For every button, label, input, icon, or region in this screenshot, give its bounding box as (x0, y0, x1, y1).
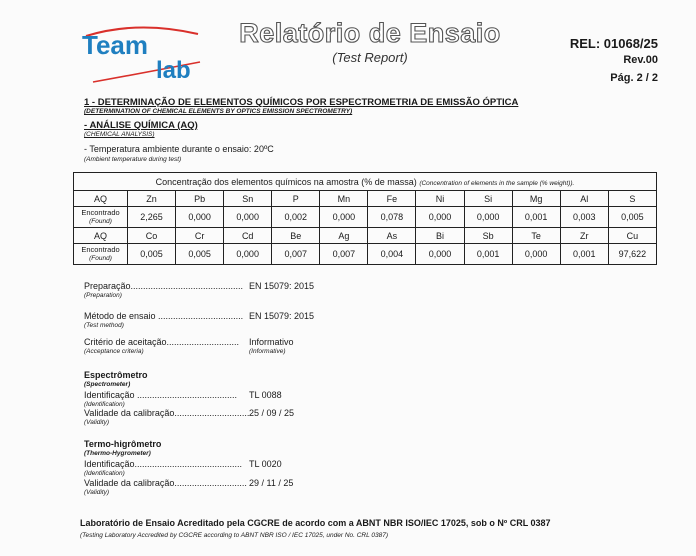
element-cell: Mn (320, 191, 368, 207)
elements-table (73, 172, 657, 265)
element-cell: S (608, 191, 656, 207)
hygrometer-title: Termo-higrômetro (Thermo-Hygrometer) (84, 439, 162, 457)
found-label: Encontrado (Found) (74, 207, 128, 228)
element-cell: Mg (512, 191, 560, 207)
element-cell: Fe (368, 191, 416, 207)
spectrometer-calibration-row: Validade da calibração.............................. 25 / 09 / 25 (Validity) (84, 408, 295, 426)
value-cell: 0,001 (512, 207, 560, 228)
ambient-temperature: - Temperatura ambiente durante o ensaio: 20ºC (84, 144, 274, 154)
table-row (74, 228, 657, 244)
element-cell: Ag (320, 228, 368, 244)
value-cell: 0,004 (368, 244, 416, 265)
element-cell: Be (272, 228, 320, 244)
table-row (74, 207, 657, 228)
value-cell: 0,000 (416, 244, 464, 265)
teamlab-logo (78, 24, 208, 84)
value-cell: 0,000 (464, 207, 512, 228)
element-cell: Al (560, 191, 608, 207)
hygrometer-id-row: Identificação........................................... TL 0020 (Identification) (84, 459, 282, 477)
element-cell: Pb (176, 191, 224, 207)
value-cell: 0,007 (320, 244, 368, 265)
logo-lab-text: lab (156, 57, 191, 84)
element-cell: Cd (224, 228, 272, 244)
logo-team-text: Team (82, 30, 148, 60)
accreditation-statement: Laboratório de Ensaio Acreditado pela CGCRE de acordo com a ABNT NBR ISO/IEC 17025, sob o Nº CRL 0387 (80, 518, 551, 528)
value-cell: 0,000 (320, 207, 368, 228)
value-cell: 2,265 (128, 207, 176, 228)
value-cell: 0,000 (224, 244, 272, 265)
table-row (74, 244, 657, 265)
report-number: REL: 01068/25 (569, 36, 658, 51)
table-caption: Concentração dos elementos químicos na amostra (% de massa) (Concentration of elements in the sample (% weight)). (74, 173, 657, 191)
element-cell: Zr (560, 228, 608, 244)
element-cell: As (368, 228, 416, 244)
value-cell: 0,005 (128, 244, 176, 265)
value-cell: 0,000 (512, 244, 560, 265)
preparation-row: Preparação............................................. EN 15079: 2015 (Preparation) (84, 281, 315, 299)
aq-label: AQ (74, 228, 128, 244)
spectrometer-id-row: Identificação ........................................ TL 0088 (Identification) (84, 390, 282, 408)
value-cell: 0,005 (608, 207, 656, 228)
element-cell: Zn (128, 191, 176, 207)
element-cell: Sb (464, 228, 512, 244)
value-cell: 0,003 (560, 207, 608, 228)
found-label: Encontrado (Found) (74, 244, 128, 265)
page-number: Pág. 2 / 2 (610, 72, 658, 84)
value-cell: 0,000 (224, 207, 272, 228)
value-cell: 0,001 (464, 244, 512, 265)
element-cell: Cr (176, 228, 224, 244)
element-cell: Ni (416, 191, 464, 207)
value-cell: 0,005 (176, 244, 224, 265)
spectrometer-title: Espectrômetro (Spectrometer) (84, 370, 148, 388)
analysis-title-en: (CHEMICAL ANALYSIS) (84, 131, 155, 138)
element-cell: Te (512, 228, 560, 244)
accreditation-statement-en: (Testing Laboratory Accredited by CGCRE according to ABNT NBR ISO / IEC 17025, under No. CRL 0387) (80, 532, 389, 539)
value-cell: 0,007 (272, 244, 320, 265)
element-cell: Cu (608, 228, 656, 244)
hygrometer-calibration-row: Validade da calibração............................. 29 / 11 / 25 (Validity) (84, 478, 294, 496)
value-cell: 0,000 (176, 207, 224, 228)
element-cell: P (272, 191, 320, 207)
aq-label: AQ (74, 191, 128, 207)
acceptance-row: Critério de aceitação............................. Informativo (Acceptance criteria) (Informative) (84, 337, 294, 355)
table-row (74, 191, 657, 207)
value-cell: 0,000 (416, 207, 464, 228)
ambient-temperature-en: (Ambient temperature during test) (84, 156, 182, 163)
element-cell: Si (464, 191, 512, 207)
value-cell: 97,622 (608, 244, 656, 265)
element-cell: Bi (416, 228, 464, 244)
value-cell: 0,001 (560, 244, 608, 265)
report-title: Relatório de Ensaio (239, 18, 501, 48)
section-title: 1 - DETERMINAÇÃO DE ELEMENTOS QUÍMICOS POR ESPECTROMETRIA DE EMISSÃO ÓPTICA (84, 97, 519, 108)
test-method-row: Método de ensaio .................................. EN 15079: 2015 (Test method) (84, 311, 315, 329)
element-cell: Sn (224, 191, 272, 207)
value-cell: 0,002 (272, 207, 320, 228)
analysis-title: - ANÁLISE QUÍMICA (AQ) (84, 120, 198, 131)
element-cell: Co (128, 228, 176, 244)
report-subtitle: (Test Report) (332, 50, 408, 65)
section-title-en: (DETERMINATION OF CHEMICAL ELEMENTS BY OPTICS EMISSION SPECTROMETRY) (84, 108, 353, 115)
logo-swoosh-icon (78, 24, 208, 84)
revision: Rev.00 (623, 54, 658, 66)
value-cell: 0,078 (368, 207, 416, 228)
